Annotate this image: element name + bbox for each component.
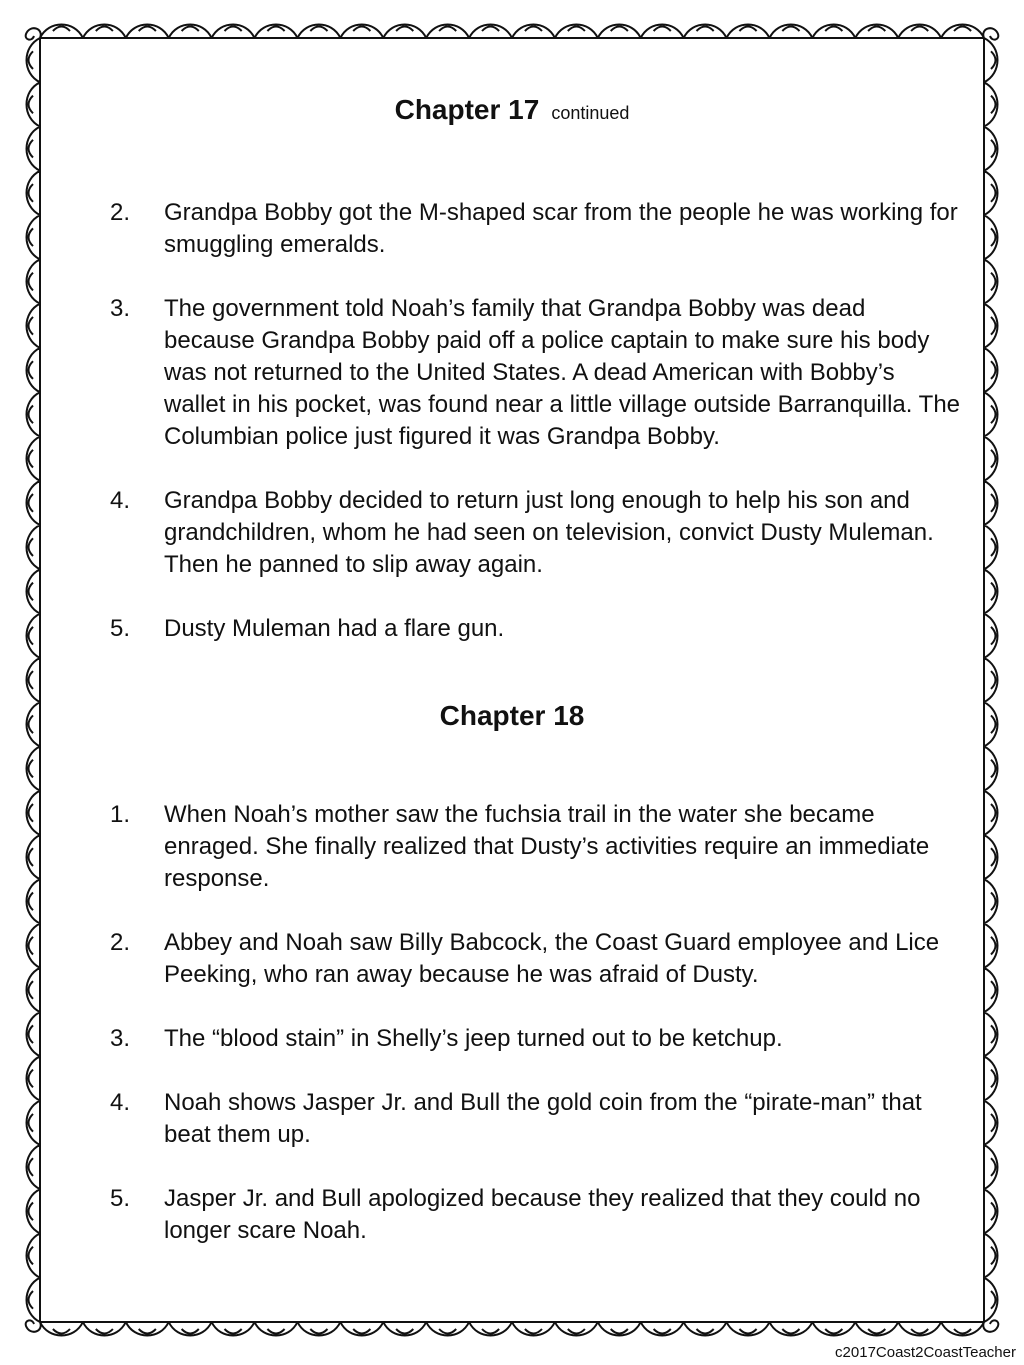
copyright-footer: c2017Coast2CoastTeacher [835,1344,1016,1361]
list-item [110,1023,960,1055]
item-text: The government told Noah’s family that Grandpa Bobby was dead because Grandpa Bobby paid off a police captain to make sure his body was not returned to the United States. A dead American with Bobby’s wallet in his pocket, was found near a little village outside Barranquilla. The Columbian police just figured it was Grandpa Bobby. [164,295,961,450]
chapter-17-subtitle: continued [551,103,630,123]
item-text: The “blood stain” in Shelly’s jeep turned out to be ketchup. [164,1025,783,1052]
chapter-18-answer-list [110,799,960,1279]
item-number: 5. [110,1185,131,1212]
item-text: Grandpa Bobby got the M-shaped scar from the people he was working for smuggling emeralds. [164,199,958,258]
list-item [110,293,960,453]
list-item [110,197,960,261]
item-number: 3. [110,1025,131,1052]
item-number: 2. [110,199,131,226]
item-text: Abbey and Noah saw Billy Babcock, the Coast Guard employee and Lice Peeking, who ran away because he was afraid of Dusty. [164,929,940,988]
item-text: Grandpa Bobby decided to return just long enough to help his son and grandchildren, whom he had seen on television, convict Dusty Muleman. Then he panned to slip away again. [164,487,934,578]
chapter-17-answer-list [110,197,960,677]
list-item [110,485,960,581]
chapter-18-title: Chapter 18 [439,700,585,731]
item-text: When Noah’s mother saw the fuchsia trail in the water she became enraged. She finally realized that Dusty’s activities require an immediate response. [164,801,930,892]
list-item [110,613,960,645]
chapter-17-title: Chapter 17 [394,94,540,125]
item-text: Noah shows Jasper Jr. and Bull the gold coin from the “pirate-man” that beat them up. [164,1089,922,1148]
item-number: 2. [110,929,131,956]
list-item [110,1183,960,1247]
item-number: 4. [110,1089,131,1116]
chapter-18-heading [0,700,1024,732]
item-number: 4. [110,487,131,514]
list-item [110,1087,960,1151]
item-text: Jasper Jr. and Bull apologized because they realized that they could no longer scare Noah. [164,1185,921,1244]
item-text: Dusty Muleman had a flare gun. [164,615,505,642]
list-item [110,927,960,991]
item-number: 3. [110,295,131,322]
item-number: 1. [110,801,131,828]
item-number: 5. [110,615,131,642]
chapter-17-heading [0,94,1024,126]
list-item [110,799,960,895]
